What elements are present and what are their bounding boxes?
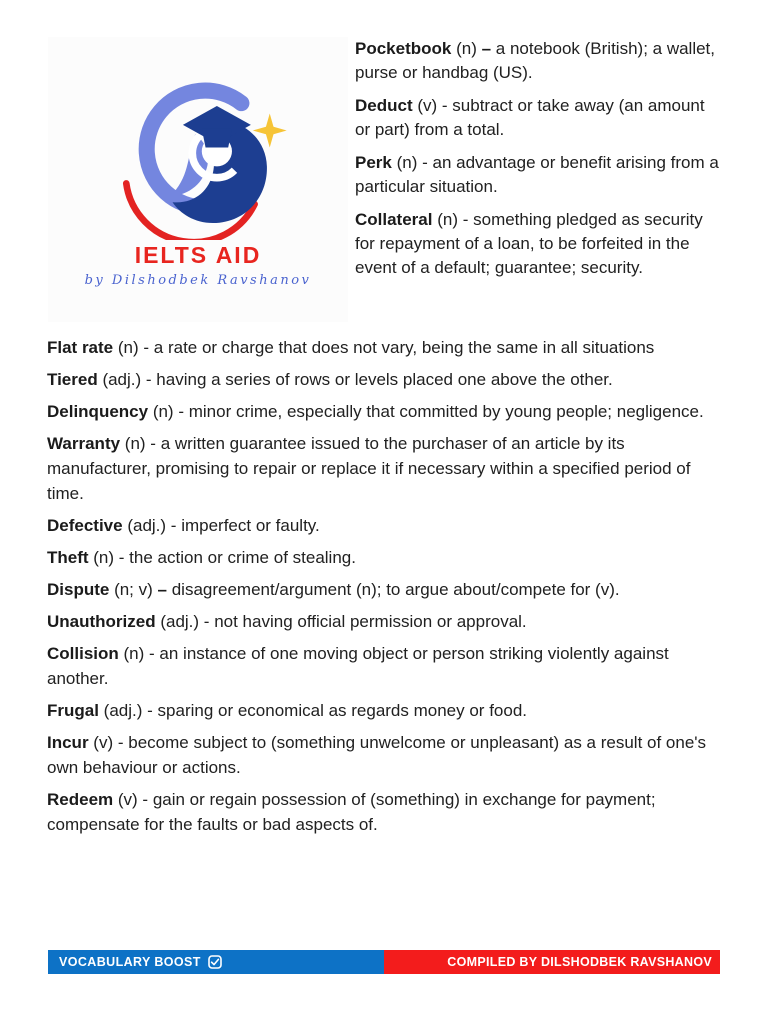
vocab-entry: Redeem (v) - gain or regain possession of (something) in exchange for payment; compensate for the faults or bad aspects of. bbox=[47, 790, 656, 834]
footer-bar bbox=[48, 950, 720, 974]
vocab-entry: Incur (v) - become subject to (something unwelcome or unpleasant) as a result of one's own behaviour or actions. bbox=[47, 733, 707, 777]
logo-graphic-icon bbox=[103, 72, 293, 240]
vocab-entry: Dispute (n; v) – disagreement/argument (n); to argue about/compete for (v). bbox=[47, 580, 620, 599]
vocab-entry: Theft (n) - the action or crime of stealing. bbox=[47, 548, 356, 567]
vocab-entry: Perk (n) - an advantage or benefit arising from a particular situation. bbox=[355, 153, 719, 196]
vocab-entry: Warranty (n) - a written guarantee issued to the purchaser of an article by its manufacturer, promising to repair or replace it if necessary within a specified period of time. bbox=[47, 434, 691, 503]
logo-brand-text: IELTS AID bbox=[134, 241, 262, 268]
vocab-entry: Collateral (n) - something pledged as security for repayment of a loan, to be forfeited in the event of a default; guarantee; security. bbox=[355, 210, 703, 277]
checkbox-checked-icon bbox=[208, 955, 222, 969]
footer-left bbox=[48, 950, 384, 974]
vocab-entry: Frugal (adj.) - sparing or economical as regards money or food. bbox=[47, 701, 528, 720]
vocab-entry: Deduct (v) - subtract or take away (an amount or part) from a total. bbox=[355, 96, 705, 139]
vocab-entry: Tiered (adj.) - having a series of rows or levels placed one above the other. bbox=[47, 370, 613, 389]
vocab-entry: Unauthorized (adj.) - not having official permission or approval. bbox=[47, 612, 527, 631]
vocab-entry: Delinquency (n) - minor crime, especially that committed by young people; negligence. bbox=[47, 402, 704, 421]
page-header bbox=[0, 0, 768, 322]
footer-right-label: COMPILED BY DILSHODBEK RAVSHANOV bbox=[447, 955, 712, 969]
ielts-aid-logo bbox=[48, 37, 348, 322]
vocab-entry: Collision (n) - an instance of one moving object or person striking violently against another. bbox=[47, 644, 669, 688]
vocab-entry: Defective (adj.) - imperfect or faulty. bbox=[47, 516, 320, 535]
top-definitions-column bbox=[355, 37, 720, 289]
vocab-entry: Pocketbook (n) – a notebook (British); a wallet, purse or handbag (US). bbox=[355, 39, 716, 82]
footer-right bbox=[384, 950, 720, 974]
vocab-entry: Flat rate (n) - a rate or charge that does not vary, being the same in all situations bbox=[47, 338, 655, 357]
logo-byline-text: by Dilshodbek Ravshanov bbox=[84, 272, 312, 288]
vocabulary-list bbox=[0, 322, 768, 837]
footer-left-label: VOCABULARY BOOST bbox=[59, 955, 201, 969]
